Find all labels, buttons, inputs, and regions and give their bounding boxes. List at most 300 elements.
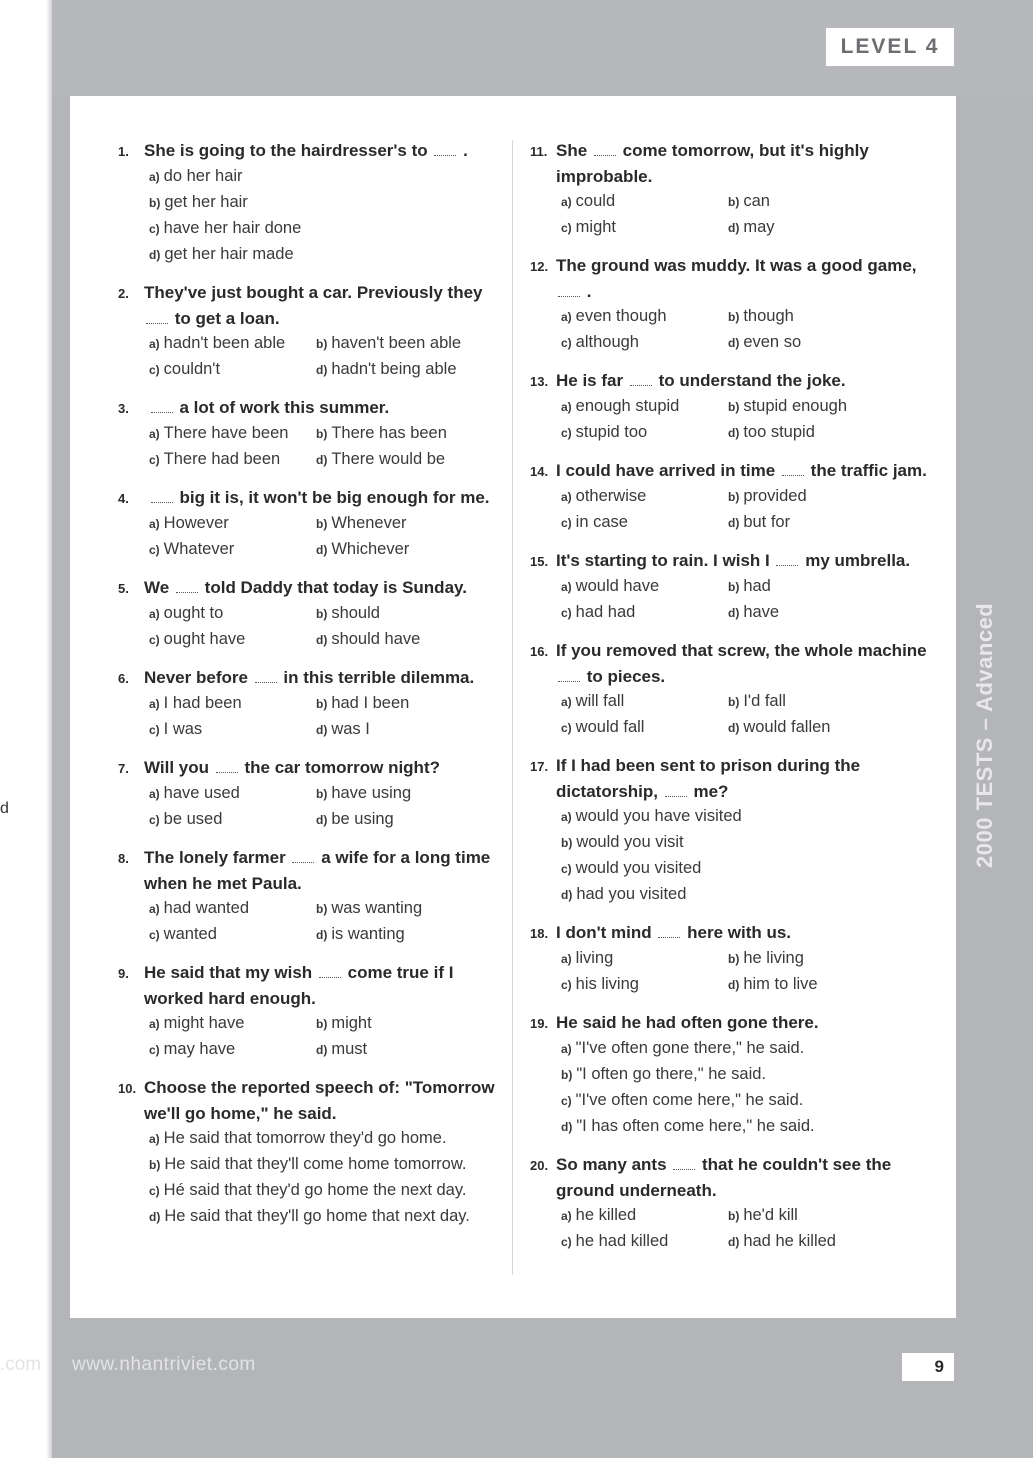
answer-option[interactable] [561, 972, 728, 998]
option-text: him to live [743, 975, 818, 993]
question-number: 6. [118, 671, 129, 686]
option-letter: c) [561, 606, 572, 620]
answer-option[interactable] [149, 1204, 498, 1230]
answer-option[interactable] [316, 447, 483, 473]
option-text: might [575, 218, 617, 236]
option-letter: d) [149, 1210, 161, 1224]
option-letter: d) [728, 606, 740, 620]
option-letter: c) [149, 543, 160, 557]
question-number: 10. [118, 1081, 137, 1096]
question-number: 1. [118, 144, 129, 159]
answer-blank [594, 141, 616, 156]
question-text-before: I could have arrived in time [556, 461, 776, 480]
answer-option[interactable] [728, 189, 895, 215]
option-text: "I has often come here," he said. [576, 1117, 815, 1135]
question-number: 19. [530, 1016, 549, 1031]
option-letter: d) [728, 978, 740, 992]
option-text: had wanted [163, 899, 249, 917]
answer-option[interactable] [149, 331, 316, 357]
answer-option[interactable] [561, 215, 728, 241]
question-text-after: a lot of work this summer. [179, 398, 390, 417]
answer-options [530, 804, 930, 908]
question-number: 8. [118, 851, 129, 866]
option-letter: c) [561, 426, 572, 440]
option-letter: a) [561, 310, 572, 324]
option-letter: c) [561, 516, 572, 530]
option-text: would have [575, 577, 660, 595]
question-text-before: So many ants [556, 1155, 667, 1174]
answer-option[interactable] [561, 1114, 930, 1140]
question-item [530, 253, 930, 356]
option-letter: b) [316, 607, 328, 621]
answer-option[interactable] [561, 1088, 930, 1114]
answer-option[interactable] [316, 537, 483, 563]
answer-options [118, 331, 498, 383]
option-letter: b) [316, 1017, 328, 1031]
option-letter: a) [149, 1017, 160, 1031]
answer-option[interactable] [561, 882, 930, 908]
answer-option[interactable] [728, 420, 895, 446]
question-item [118, 395, 498, 473]
answer-option[interactable] [149, 447, 316, 473]
question-number: 5. [118, 581, 129, 596]
question-number: 20. [530, 1158, 549, 1173]
question-stem [118, 138, 498, 164]
option-letter: c) [561, 221, 572, 235]
question-number: 7. [118, 761, 129, 776]
option-text: he'd kill [743, 1206, 798, 1224]
option-letter: a) [561, 490, 572, 504]
option-letter: a) [149, 902, 160, 916]
answer-option[interactable] [149, 537, 316, 563]
question-item [118, 1075, 498, 1230]
option-text: However [163, 514, 229, 532]
option-letter: d) [728, 721, 740, 735]
question-item [118, 665, 498, 743]
question-text-after: to pieces. [586, 667, 666, 686]
answer-option[interactable] [316, 781, 483, 807]
answer-option[interactable] [561, 689, 728, 715]
option-letter: b) [316, 787, 328, 801]
question-text-after: to get a loan. [174, 309, 280, 328]
option-letter: a) [149, 697, 160, 711]
question-item [118, 280, 498, 383]
option-text: I had been [163, 694, 242, 712]
answer-option[interactable] [149, 511, 316, 537]
answer-options [118, 511, 498, 563]
answer-option[interactable] [316, 922, 483, 948]
question-item [530, 920, 930, 998]
option-letter: c) [149, 723, 160, 737]
answer-blank [151, 398, 173, 413]
option-letter: c) [149, 363, 160, 377]
option-text: There would be [331, 450, 446, 468]
answer-options [530, 689, 930, 741]
question-item [530, 458, 930, 536]
option-text: even so [743, 333, 802, 351]
answer-blank [776, 551, 798, 566]
option-text: have her hair done [163, 219, 302, 237]
answer-blank [255, 668, 277, 683]
option-letter: a) [149, 607, 160, 621]
answer-option[interactable] [316, 601, 483, 627]
option-letter: d) [316, 543, 328, 557]
answer-options [530, 574, 930, 626]
bottom-band [52, 1318, 1033, 1458]
option-text: although [575, 333, 639, 351]
answer-option[interactable] [561, 330, 728, 356]
option-text: but for [743, 513, 791, 531]
option-letter: a) [561, 810, 572, 824]
answer-options [118, 1011, 498, 1063]
option-letter: a) [149, 427, 160, 441]
answer-option[interactable] [561, 1062, 930, 1088]
option-text: would you visit [576, 833, 684, 851]
answer-option[interactable] [561, 394, 728, 420]
answer-option[interactable] [316, 896, 483, 922]
option-letter: d) [149, 248, 161, 262]
answer-option[interactable] [316, 627, 483, 653]
question-text-after: me? [693, 782, 729, 801]
answer-option[interactable] [728, 1203, 895, 1229]
answer-option[interactable] [316, 691, 483, 717]
option-letter: d) [728, 221, 740, 235]
question-text-after: in this terrible dilemma. [283, 668, 475, 687]
option-letter: a) [561, 400, 572, 414]
answer-option[interactable] [149, 1152, 498, 1178]
option-text: Whichever [331, 540, 410, 558]
question-item [118, 575, 498, 653]
answer-option[interactable] [561, 574, 728, 600]
answer-option[interactable] [316, 717, 483, 743]
option-text: wanted [163, 925, 217, 943]
option-letter: c) [149, 222, 160, 236]
answer-option[interactable] [316, 1037, 483, 1063]
answer-option[interactable] [561, 189, 728, 215]
option-text: be used [163, 810, 223, 828]
answer-option[interactable] [561, 830, 930, 856]
question-stem [118, 960, 498, 1011]
question-text-before: They've just bought a car. Previously they [144, 283, 483, 302]
answer-option[interactable] [728, 330, 895, 356]
option-text: he had killed [575, 1232, 669, 1250]
question-text-before: Choose the reported speech of: "Tomorrow we'll go home," he said. [144, 1078, 495, 1123]
option-text: had had [575, 603, 636, 621]
question-number: 3. [118, 401, 129, 416]
option-text: get her hair [164, 193, 248, 211]
answer-option[interactable] [728, 600, 895, 626]
answer-option[interactable] [561, 304, 728, 330]
question-item [530, 753, 930, 908]
answer-options [530, 1203, 930, 1255]
question-stem [118, 575, 498, 601]
question-stem [530, 1010, 930, 1036]
answer-option[interactable] [149, 627, 316, 653]
question-text-before: He said that my wish [144, 963, 313, 982]
answer-option[interactable] [316, 807, 483, 833]
answer-option[interactable] [149, 421, 316, 447]
answer-option[interactable] [728, 394, 895, 420]
answer-option[interactable] [149, 357, 316, 383]
answer-option[interactable] [149, 807, 316, 833]
question-number: 13. [530, 374, 549, 389]
option-letter: a) [149, 787, 160, 801]
question-number: 4. [118, 491, 129, 506]
option-text: was wanting [331, 899, 423, 917]
answer-option[interactable] [316, 331, 483, 357]
option-text: do her hair [163, 167, 243, 185]
question-stem [118, 1075, 498, 1126]
option-letter: b) [316, 902, 328, 916]
answer-option[interactable] [149, 242, 498, 268]
option-letter: b) [316, 517, 328, 531]
question-stem [530, 458, 930, 484]
option-letter: b) [728, 195, 740, 209]
question-number: 17. [530, 759, 549, 774]
left-column [118, 138, 498, 1242]
answer-option[interactable] [149, 896, 316, 922]
option-text: hadn't been able [163, 334, 286, 352]
answer-blank [319, 963, 341, 978]
option-text: He said that tomorrow they'd go home. [163, 1129, 447, 1147]
answer-option[interactable] [561, 804, 930, 830]
answer-option[interactable] [149, 1037, 316, 1063]
question-number: 16. [530, 644, 549, 659]
footer-url[interactable]: www.nhantriviet.com [72, 1354, 256, 1375]
option-letter: d) [561, 888, 573, 902]
option-letter: c) [561, 721, 572, 735]
question-text-before: He said he had often gone there. [556, 1013, 819, 1032]
option-letter: d) [728, 1235, 740, 1249]
option-text: would fall [575, 718, 645, 736]
question-text-before: He is far [556, 371, 624, 390]
option-letter: b) [316, 337, 328, 351]
option-letter: d) [728, 516, 740, 530]
option-letter: b) [561, 1068, 573, 1082]
answer-blank [658, 923, 680, 938]
answer-option[interactable] [149, 922, 316, 948]
answer-option[interactable] [149, 781, 316, 807]
option-letter: b) [728, 695, 740, 709]
answer-option[interactable] [728, 574, 895, 600]
question-item [118, 485, 498, 563]
question-number: 14. [530, 464, 549, 479]
option-text: he living [743, 949, 804, 967]
option-letter: b) [728, 1209, 740, 1223]
answer-option[interactable] [316, 1011, 483, 1037]
option-letter: c) [561, 1094, 572, 1108]
answer-blank [665, 782, 687, 797]
answer-option[interactable] [561, 420, 728, 446]
answer-blank [146, 309, 168, 324]
answer-option[interactable] [561, 1203, 728, 1229]
option-text: would fallen [743, 718, 831, 736]
option-text: ought to [163, 604, 224, 622]
option-letter: c) [149, 1184, 160, 1198]
option-text: "I've often come here," he said. [575, 1091, 804, 1109]
option-letter: a) [561, 580, 572, 594]
answer-option[interactable] [561, 600, 728, 626]
question-text-after: my umbrella. [805, 551, 911, 570]
question-text-before: Never before [144, 668, 248, 687]
question-text-before: If I had been sent to prison during the dictatorship, [556, 756, 861, 801]
answer-option[interactable] [728, 1229, 895, 1255]
option-letter: c) [149, 928, 160, 942]
option-text: in case [575, 513, 628, 531]
option-text: was I [331, 720, 370, 738]
option-text: otherwise [575, 487, 647, 505]
answer-option[interactable] [149, 717, 316, 743]
question-stem [530, 253, 930, 304]
answer-option[interactable] [728, 972, 895, 998]
question-stem [530, 138, 930, 189]
option-text: should [331, 604, 380, 622]
option-letter: a) [561, 195, 572, 209]
answer-option[interactable] [316, 421, 483, 447]
option-letter: b) [149, 196, 161, 210]
answer-option[interactable] [149, 216, 498, 242]
option-letter: b) [316, 697, 328, 711]
question-stem [118, 485, 498, 511]
option-text: I'd fall [743, 692, 786, 710]
option-text: might have [163, 1014, 245, 1032]
question-stem [530, 548, 930, 574]
question-text-after: come tomorrow, but it's highly improbable. [556, 141, 869, 186]
answer-option[interactable] [728, 715, 895, 741]
answer-blank [558, 667, 580, 682]
answer-option[interactable] [728, 304, 895, 330]
answer-options [118, 164, 498, 268]
option-letter: d) [316, 363, 328, 377]
option-letter: d) [316, 633, 328, 647]
answer-blank [434, 141, 456, 156]
answer-blank [630, 371, 652, 386]
answer-option[interactable] [149, 1178, 498, 1204]
footer-left-fragment: .com [0, 1354, 42, 1375]
question-stem [530, 368, 930, 394]
option-letter: c) [149, 813, 160, 827]
answer-option[interactable] [561, 715, 728, 741]
answer-options [530, 946, 930, 998]
answer-option[interactable] [561, 856, 930, 882]
answer-option[interactable] [561, 1036, 930, 1062]
answer-option[interactable] [149, 164, 498, 190]
question-number: 9. [118, 966, 129, 981]
question-stem [530, 1152, 930, 1203]
question-text-after: . [586, 282, 592, 301]
answer-option[interactable] [561, 510, 728, 536]
option-text: There have been [163, 424, 289, 442]
answer-option[interactable] [149, 691, 316, 717]
question-text-before: The ground was muddy. It was a good game, [556, 256, 917, 275]
option-letter: c) [561, 978, 572, 992]
option-letter: a) [561, 1042, 572, 1056]
question-text-after: a wife for a long time when he met Paula. [144, 848, 491, 893]
option-letter: d) [316, 453, 328, 467]
option-letter: d) [728, 426, 740, 440]
option-text: ought have [163, 630, 246, 648]
answer-blank [151, 488, 173, 503]
question-text-before: She [556, 141, 588, 160]
option-letter: b) [728, 400, 740, 414]
option-text: stupid too [575, 423, 648, 441]
option-text: have [743, 603, 780, 621]
question-item [530, 138, 930, 241]
option-text: living [575, 949, 614, 967]
option-text: "I often go there," he said. [576, 1065, 766, 1083]
question-text-before: We [144, 578, 170, 597]
question-item [530, 1010, 930, 1140]
option-text: should have [331, 630, 421, 648]
question-text-before: If you removed that screw, the whole machine [556, 641, 927, 660]
question-stem [118, 395, 498, 421]
option-text: would you have visited [575, 807, 742, 825]
answer-options [530, 484, 930, 536]
answer-options [118, 896, 498, 948]
answer-option[interactable] [149, 601, 316, 627]
option-text: can [743, 192, 770, 210]
option-letter: c) [561, 336, 572, 350]
question-text-before: It's starting to rain. I wish I [556, 551, 770, 570]
option-letter: d) [316, 1043, 328, 1057]
question-text-after: to understand the joke. [658, 371, 846, 390]
answer-blank [292, 848, 314, 863]
question-stem [118, 665, 498, 691]
answer-option[interactable] [149, 190, 498, 216]
answer-option[interactable] [728, 689, 895, 715]
answer-option[interactable] [561, 1229, 728, 1255]
answer-option[interactable] [316, 511, 483, 537]
answer-option[interactable] [561, 484, 728, 510]
option-text: Hé said that they'd go home the next day. [163, 1181, 467, 1199]
option-text: had he killed [743, 1232, 836, 1250]
left-page-edge [0, 0, 52, 1458]
option-text: his living [575, 975, 639, 993]
answer-option[interactable] [728, 215, 895, 241]
option-letter: a) [149, 517, 160, 531]
option-letter: a) [561, 695, 572, 709]
option-letter: d) [316, 813, 328, 827]
answer-option[interactable] [316, 357, 483, 383]
margin-fragment: d [0, 800, 9, 817]
answer-blank [176, 578, 198, 593]
option-text: must [331, 1040, 368, 1058]
option-text: could [575, 192, 616, 210]
question-text-before: The lonely farmer [144, 848, 286, 867]
question-stem [118, 280, 498, 331]
option-text: will fall [575, 692, 625, 710]
answer-option[interactable] [728, 946, 895, 972]
answer-option[interactable] [149, 1126, 498, 1152]
answer-option[interactable] [149, 1011, 316, 1037]
answer-option[interactable] [561, 946, 728, 972]
question-text-after: . [463, 141, 468, 160]
answer-option[interactable] [728, 510, 895, 536]
option-text: stupid enough [743, 397, 848, 415]
question-number: 11. [530, 144, 548, 159]
option-letter: d) [316, 723, 328, 737]
answer-option[interactable] [728, 484, 895, 510]
option-text: haven't been able [331, 334, 462, 352]
option-text: I was [163, 720, 203, 738]
question-stem [530, 753, 930, 804]
option-text: had [743, 577, 771, 595]
right-column [530, 138, 930, 1267]
option-letter: b) [316, 427, 328, 441]
option-letter: c) [561, 1235, 572, 1249]
answer-blank [216, 758, 238, 773]
question-number: 2. [118, 286, 129, 301]
